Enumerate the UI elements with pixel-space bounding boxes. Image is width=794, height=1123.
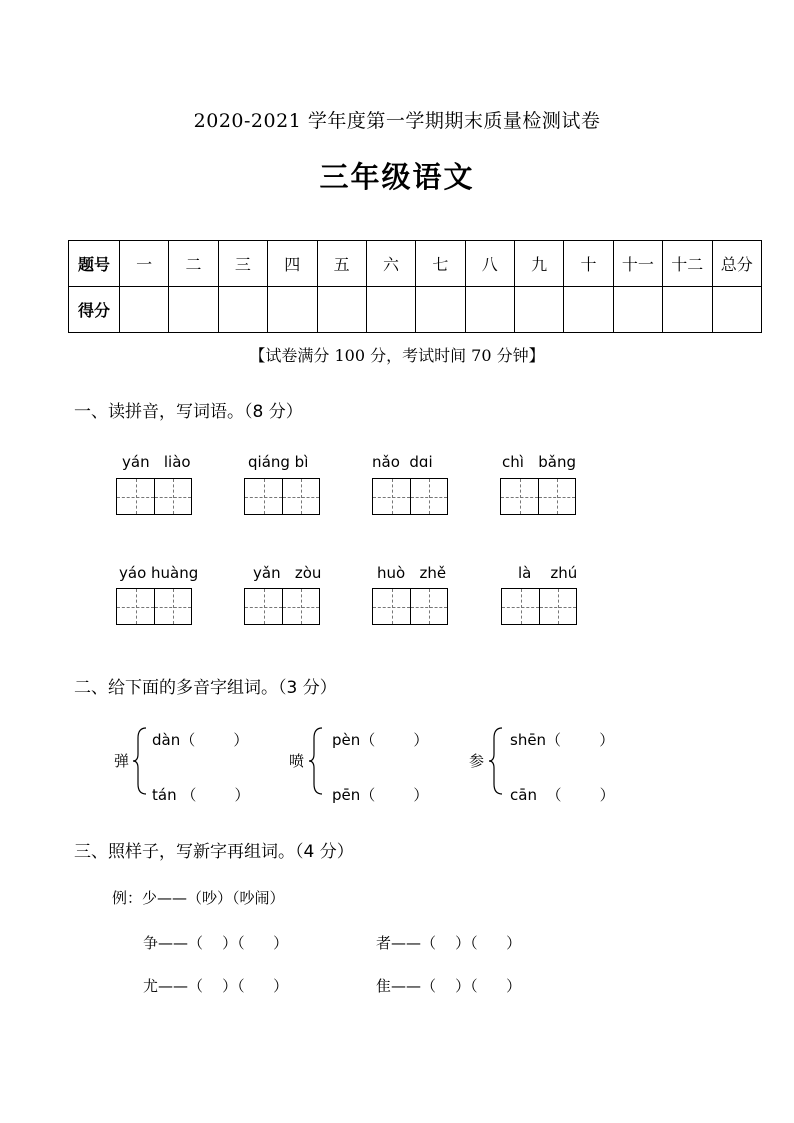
score-cell[interactable] [169, 287, 218, 333]
score-cell[interactable] [317, 287, 366, 333]
pinyin-answer[interactable]: pèn（ ） [332, 731, 429, 749]
pinyin-label: yáo huàng [119, 564, 199, 582]
score-cell[interactable] [416, 287, 465, 333]
exam-note: 【试卷满分 100 分，考试时间 70 分钟】 [249, 346, 545, 365]
pinyin-answer[interactable]: shēn（ ） [510, 731, 615, 749]
score-cell[interactable] [120, 287, 169, 333]
score-table-header-row [69, 241, 762, 287]
column-header: 十二 [663, 241, 712, 287]
column-header: 二 [169, 241, 218, 287]
score-label: 得分 [69, 287, 120, 333]
score-table-score-row [69, 287, 762, 333]
brace-icon [308, 726, 324, 796]
score-cell[interactable] [712, 287, 762, 333]
tianzige-box[interactable] [116, 478, 192, 515]
exam-subtitle: 2020-2021 学年度第一学期期末质量检测试卷 [193, 110, 601, 132]
pinyin-label: yán liào [122, 453, 191, 471]
section3-heading: 三、照样子，写新字再组词。（4 分） [74, 842, 354, 862]
pinyin-answer[interactable]: cān （ ） [510, 786, 615, 804]
column-header: 六 [366, 241, 415, 287]
column-header: 四 [268, 241, 317, 287]
tianzige-box[interactable] [244, 478, 320, 515]
pinyin-label: nǎo dɑi [372, 453, 433, 471]
pinyin-label: chì bǎng [502, 453, 576, 471]
polyphone-char: 弹 [114, 752, 130, 770]
tianzige-box[interactable] [116, 588, 192, 625]
score-cell[interactable] [613, 287, 662, 333]
tianzige-box[interactable] [500, 478, 576, 515]
score-cell[interactable] [218, 287, 267, 333]
pinyin-answer[interactable]: dàn（ ） [152, 731, 249, 749]
exercise-row[interactable]: 争——（ ）（ ） [143, 934, 289, 952]
pinyin-label: huò zhě [377, 564, 447, 582]
exercise-row[interactable]: 尤——（ ）（ ） [143, 977, 289, 995]
score-table [68, 240, 762, 333]
score-cell[interactable] [366, 287, 415, 333]
exercise-row[interactable]: 者——（ ）（ ） [376, 934, 522, 952]
score-cell[interactable] [564, 287, 613, 333]
score-cell[interactable] [515, 287, 564, 333]
pinyin-label: là zhú [518, 564, 578, 582]
tianzige-box[interactable] [501, 588, 577, 625]
column-header: 九 [515, 241, 564, 287]
pinyin-answer[interactable]: pēn（ ） [332, 786, 429, 804]
column-header: 三 [218, 241, 267, 287]
brace-icon [132, 726, 148, 796]
exercise-row[interactable]: 隹——（ ）（ ） [376, 977, 522, 995]
column-header: 一 [120, 241, 169, 287]
score-cell[interactable] [465, 287, 514, 333]
section1-heading: 一、读拼音，写词语。（8 分） [74, 402, 303, 422]
pinyin-answer[interactable]: tán （ ） [152, 786, 250, 804]
score-cell[interactable] [663, 287, 712, 333]
column-header: 总分 [712, 241, 762, 287]
column-header: 十一 [613, 241, 662, 287]
tianzige-box[interactable] [372, 588, 448, 625]
polyphone-char: 参 [469, 752, 485, 770]
polyphone-char: 喷 [289, 752, 305, 770]
column-header: 八 [465, 241, 514, 287]
tianzige-box[interactable] [372, 478, 448, 515]
column-header: 七 [416, 241, 465, 287]
question-number-label: 题号 [69, 241, 120, 287]
column-header: 十 [564, 241, 613, 287]
score-cell[interactable] [268, 287, 317, 333]
brace-icon [488, 726, 504, 796]
column-header: 五 [317, 241, 366, 287]
pinyin-label: yǎn zòu [253, 564, 322, 582]
tianzige-box[interactable] [244, 588, 320, 625]
pinyin-label: qiáng bì [248, 453, 309, 471]
example-line: 例：少——（吵）（吵闹） [112, 889, 285, 907]
exam-title: 三年级语文 [319, 160, 475, 194]
section2-heading: 二、给下面的多音字组词。（3 分） [74, 678, 337, 698]
